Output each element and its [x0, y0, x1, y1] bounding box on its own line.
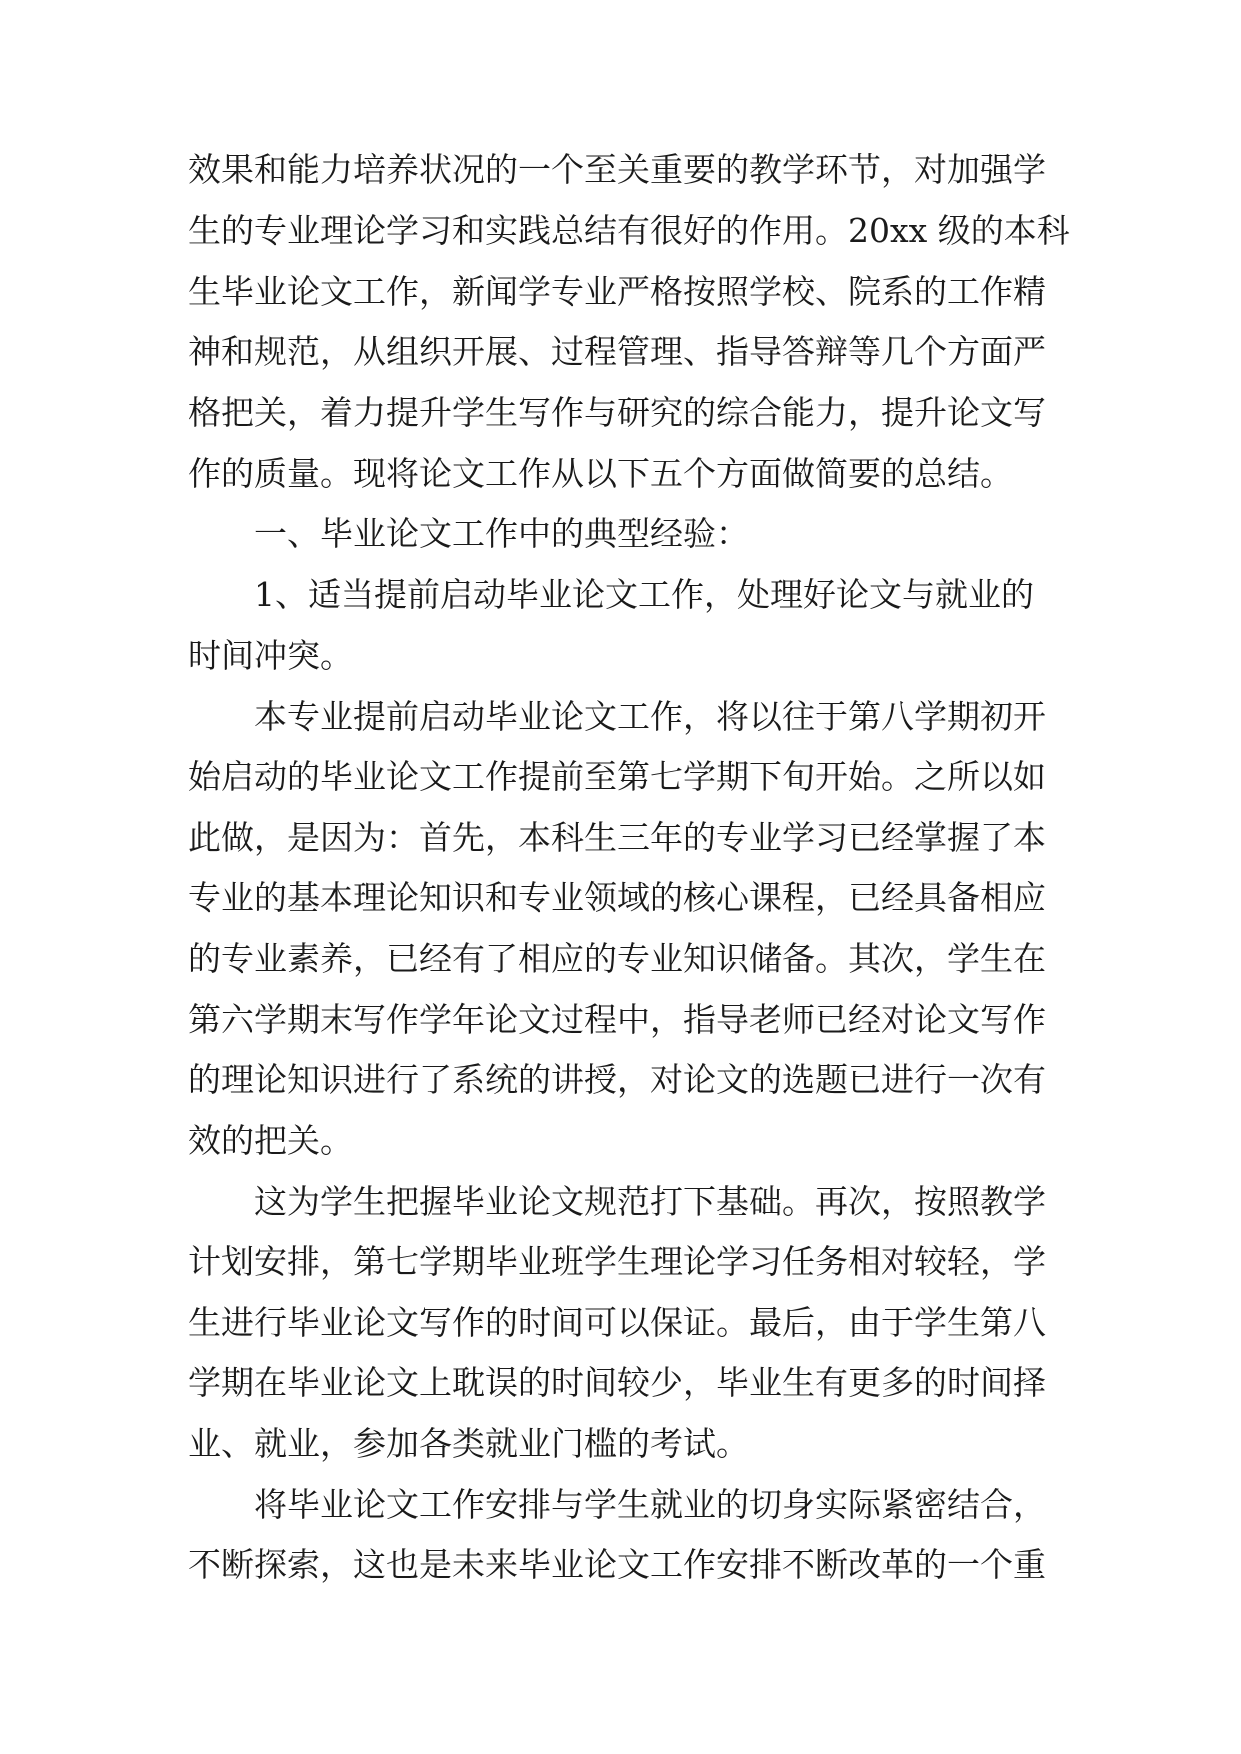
text-line: 专业的基本理论知识和专业领域的核心课程，已经具备相应: [188, 878, 1046, 917]
text-line: 不断探索，这也是未来毕业论文工作安排不断改革的一个重: [188, 1545, 1046, 1584]
text-line: 计划安排，第七学期毕业班学生理论学习任务相对较轻，学: [188, 1242, 1046, 1281]
text-line: 效果和能力培养状况的一个至关重要的教学环节，对加强学: [188, 150, 1046, 189]
text-line: 效的把关。: [188, 1121, 353, 1160]
text-line: 本专业提前启动毕业论文工作，将以往于第八学期初开: [254, 697, 1046, 736]
section-heading: 一、毕业论文工作中的典型经验：: [254, 514, 749, 553]
text-line: 的理论知识进行了系统的讲授，对论文的选题已进行一次有: [188, 1060, 1046, 1099]
text-line: 作的质量。现将论文工作从以下五个方面做简要的总结。: [188, 454, 1013, 493]
text-line: 第六学期末写作学年论文过程中，指导老师已经对论文写作: [188, 1000, 1046, 1039]
text-line: 业、就业，参加各类就业门槛的考试。: [188, 1424, 749, 1463]
text-line: 生毕业论文工作，新闻学专业严格按照学校、院系的工作精: [188, 272, 1046, 311]
subheading-continuation: 时间冲突。: [188, 636, 353, 675]
text-line: 此做，是因为：首先，本科生三年的专业学习已经掌握了本: [188, 818, 1046, 857]
text-line: 生的专业理论学习和实践总结有很好的作用。20xx 级的本科: [188, 211, 1070, 250]
text-line: 的专业素养，已经有了相应的专业知识储备。其次，学生在: [188, 939, 1046, 978]
text-line: 将毕业论文工作安排与学生就业的切身实际紧密结合，: [254, 1485, 1046, 1524]
text-line: 神和规范，从组织开展、过程管理、指导答辩等几个方面严: [188, 332, 1046, 371]
text-line: 始启动的毕业论文工作提前至第七学期下旬开始。之所以如: [188, 757, 1046, 796]
text-line: 这为学生把握毕业论文规范打下基础。再次，按照教学: [254, 1182, 1046, 1221]
text-line: 学期在毕业论文上耽误的时间较少，毕业生有更多的时间择: [188, 1363, 1046, 1402]
subheading: 1、适当提前启动毕业论文工作，处理好论文与就业的: [254, 575, 1034, 614]
text-line: 格把关，着力提升学生写作与研究的综合能力，提升论文写: [188, 393, 1046, 432]
text-line: 生进行毕业论文写作的时间可以保证。最后，由于学生第八: [188, 1303, 1046, 1342]
